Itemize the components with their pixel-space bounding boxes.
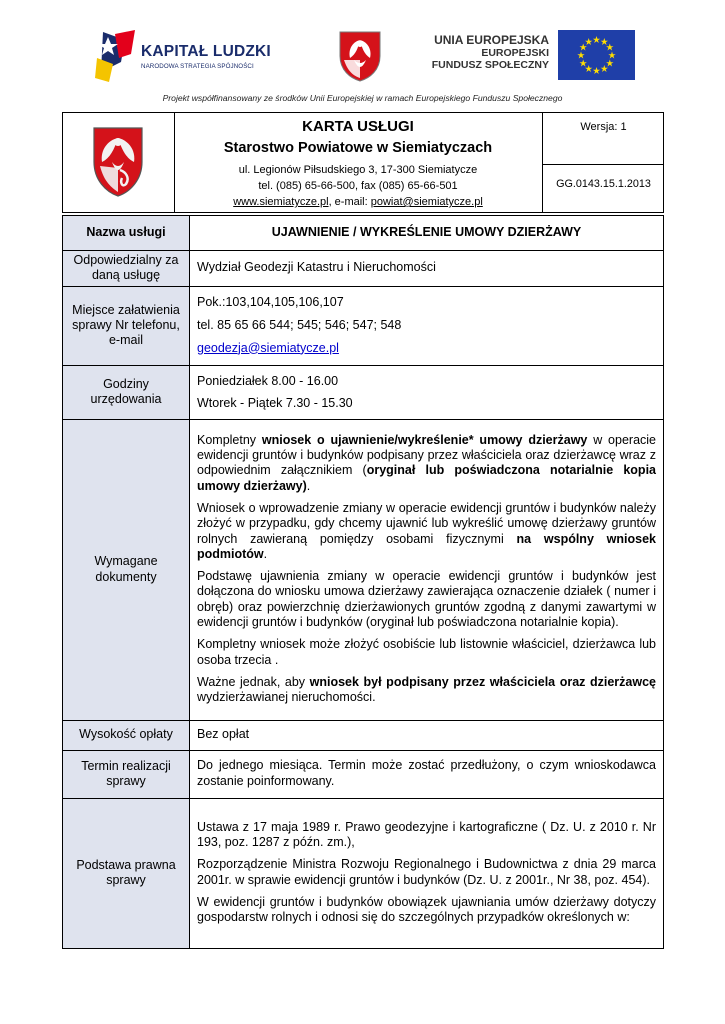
label-fee: Wysokość opłaty [63, 720, 190, 750]
legal-basis [190, 798, 664, 948]
label-legal: Podstawa prawna sprawy [63, 798, 190, 948]
row-service-name [63, 216, 664, 251]
eu-line-2: EUROPEJSKI [481, 46, 549, 59]
label-responsible: Odpowiedzialny za daną usługę [63, 251, 190, 287]
crest-cell [63, 113, 175, 212]
logo-strip [0, 0, 725, 95]
hours-monday: Poniedziałek 8.00 - 16.00 [197, 373, 339, 388]
office-address: ul. Legionów Piłsudskiego 3, 17-300 Siemiatycze [238, 164, 478, 176]
eu-efs-logo [433, 30, 635, 80]
email-prefix: , e-mail: [328, 196, 371, 208]
docs-p1-text-b: w operacie ewidencji gruntów i budynków podpisany przez właściciela oraz dzierżawcę wraz z odpowiednim załącznikiem ( [197, 432, 656, 478]
row-documents [63, 419, 664, 720]
label-service-name: Nazwa usługi [63, 216, 190, 251]
place-details [190, 286, 664, 365]
eu-line-1: UNIA EUROPEJSKA [434, 33, 549, 47]
row-place [63, 286, 664, 365]
place-rooms: Pok.:103,104,105,106,107 [197, 294, 344, 309]
place-phone: tel. 85 65 66 544; 545; 546; 547; 548 [197, 317, 402, 332]
service-details-table [62, 215, 664, 949]
website-link[interactable]: www.siemiatycze.pl [233, 196, 329, 208]
docs-p2-bold: na wspólny wniosek podmiotów [197, 531, 656, 561]
office-hours [190, 365, 664, 419]
version-cell [542, 113, 664, 212]
docs-p1-bold-b: oryginał lub poświadczona notarialnie kopia umowy dzierżawy) [197, 463, 656, 493]
legal-paragraph-1: Ustawa z 17 maja 1989 r. Prawo geodezyjne i kartograficzne ( Dz. U. z 2010 r. Nr 193, poz. 1287 z późn. zm.), [197, 819, 656, 849]
responsible-department: Wydział Geodezji Katastru i Nieruchomości [190, 251, 664, 287]
office-phone: tel. (085) 65-66-500, fax (085) 65-66-501 [258, 180, 458, 192]
eu-text [432, 34, 549, 72]
docs-paragraph-3: Podstawę ujawnienia zmiany w operacie ewidencji gruntów i budynków jest dołączona do wniosku umowa dzierżawy zawierająca oznaczenie działek ( numer i obręb) oraz powierzchnię dzierżawionych gruntów zgodną z danymi zawartymi w ewidencji gruntów i budynków (oryginał lub poświadczona notarialnie kopia). [197, 569, 656, 629]
label-hours: Godziny urzędowania [63, 365, 190, 419]
docs-paragraph-4: Kompletny wniosek może złożyć osobiście lub listownie właściciel, dzierżawca lub osoba trzecia . [197, 637, 656, 667]
kapital-ludzki-emblem-icon [95, 28, 139, 84]
docs-p5-text-a: Ważne jednak, aby [197, 674, 310, 689]
fee-value: Bez opłat [190, 720, 664, 750]
document-code: GG.0143.15.1.2013 [556, 178, 651, 190]
docs-p5-bold: wniosek był podpisany przez właściciela oraz dzierżawcę [309, 674, 656, 689]
card-title: KARTA USŁUGI [302, 118, 414, 135]
docs-p2-text-b: . [263, 546, 268, 561]
version-box [543, 113, 664, 165]
hours-tue-fri: Wtorek - Piątek 7.30 - 15.30 [197, 395, 353, 410]
docs-p1-bold-a: wniosek o ujawnienie/wykreślenie* umowy dzierżawy [261, 432, 588, 447]
docs-paragraph-2 [197, 501, 656, 562]
office-web-mail [175, 194, 541, 210]
legal-paragraph-3: W ewidencji gruntów i budynków obowiązek ujawniania umów dzierżawy dotyczy gospodarstw rolnych i odnosi się do szczególnych przypadków określonych w: [197, 894, 656, 925]
card-title-cell [175, 113, 541, 212]
label-term: Termin realizacji sprawy [63, 750, 190, 798]
coat-of-arms-icon [92, 126, 144, 198]
docs-p5-text-b: wydzierżawianej nieruchomości. [197, 690, 376, 705]
row-term [63, 750, 664, 798]
docs-paragraph-1 [197, 433, 656, 494]
kapital-ludzki-title: KAPITAŁ LUDZKI [141, 43, 271, 60]
docs-p2-text-a: Wniosek o wprowadzenie zmiany w operacie ewidencji gruntów i budynków należy złożyć w przypadku, gdy chcemy ujawnić lub wykreślić umowę dzierżawy gruntów rolnych zawieraną pomiędzy osobami fizycznymi [197, 500, 656, 546]
office-contact [175, 162, 541, 210]
version-label: Wersja: 1 [580, 121, 627, 133]
docs-paragraph-5 [197, 675, 656, 706]
podlaskie-crest-logo [338, 30, 382, 82]
office-name: Starostwo Powiatowe w Siemiatyczach [223, 140, 493, 156]
email-link[interactable]: powiat@siemiatycze.pl [370, 196, 483, 208]
eu-flag-icon [558, 30, 635, 80]
kapital-ludzki-logo [95, 28, 270, 86]
service-name: UJAWNIENIE / WYKREŚLENIE UMOWY DZIERŻAWY [190, 216, 664, 251]
term-value: Do jednego miesiąca. Termin może zostać przedłużony, o czym wnioskodawca zostanie poinformowany. [190, 750, 664, 798]
eu-line-3: FUNDUSZ SPOŁECZNY [431, 59, 549, 72]
docs-p1-text-a: Kompletny [197, 432, 262, 447]
legal-paragraph-2: Rozporządzenie Ministra Rozwoju Regionalnego i Budownictwa z dnia 29 marca 2001r. w sprawie ewidencji gruntów i budynków (Dz. U. z 2001r., Nr 38, poz. 454). [197, 857, 656, 887]
row-responsible [63, 251, 664, 287]
project-cofinancing-note: Projekt współfinansowany ze środków Unii Europejskiej w ramach Europejskiego Funduszu Społecznego [162, 93, 563, 103]
service-card-header [62, 112, 664, 213]
row-legal [63, 798, 664, 948]
row-fee [63, 720, 664, 750]
row-hours [63, 365, 664, 419]
crest-icon [338, 30, 382, 82]
docs-p1-text-c: . [306, 478, 311, 493]
kapital-ludzki-subtitle: NARODOWA STRATEGIA SPÓJNOŚCI [141, 63, 254, 70]
label-place: Miejsce załatwienia sprawy Nr telefonu, e-mail [63, 286, 190, 365]
place-email-link[interactable]: geodezja@siemiatycze.pl [197, 340, 339, 355]
required-documents [190, 419, 664, 720]
label-documents: Wymagane dokumenty [63, 419, 190, 720]
